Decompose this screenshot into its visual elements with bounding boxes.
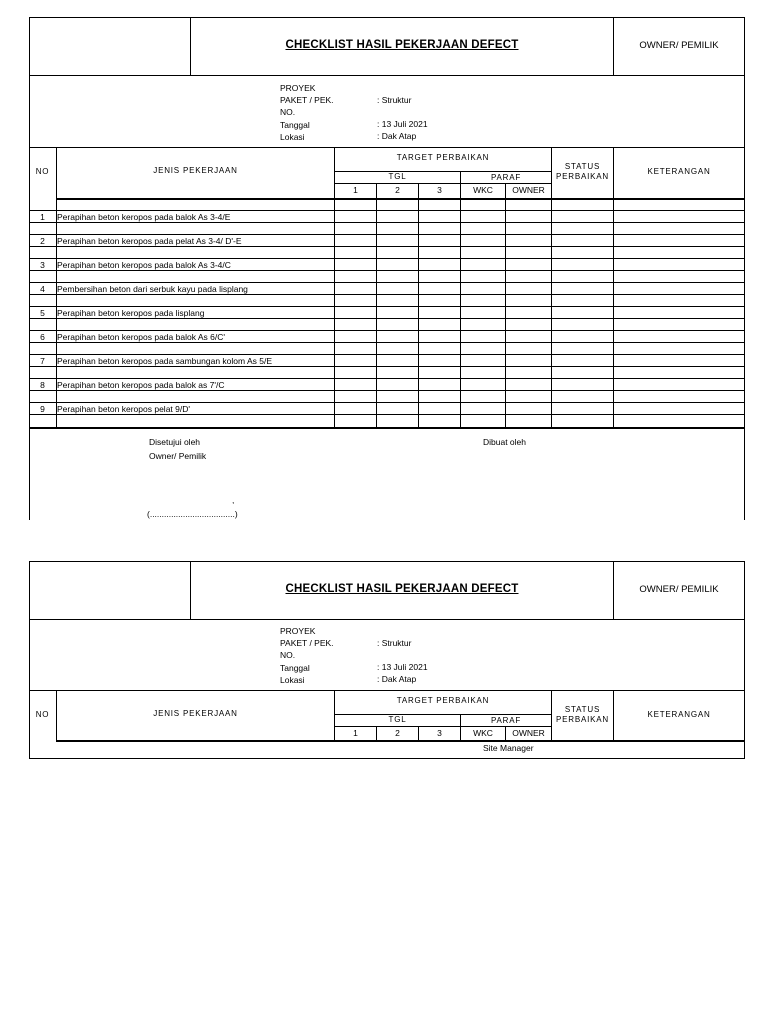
row-9-no: 9 xyxy=(40,404,45,414)
info-paket-value: : Struktur xyxy=(377,638,412,648)
col-header-tgl: TGL xyxy=(388,172,407,181)
row-9-jenis: Perapihan beton keropos pelat 9/D' xyxy=(57,404,190,414)
row-5-no: 5 xyxy=(40,308,45,318)
row-7-jenis: Perapihan beton keropos pada sambungan kolom As 5/E xyxy=(57,356,273,366)
info-tanggal-label: Tanggal xyxy=(280,663,310,673)
row-6-jenis: Perapihan beton keropos pada balok As 6/C' xyxy=(57,332,225,342)
col-header-2: 2 xyxy=(395,728,400,738)
col-header-jenis: JENIS PEKERJAAN xyxy=(153,166,238,175)
footer-site-manager: Site Manager xyxy=(483,743,534,753)
info-paket-label: PAKET / PEK. xyxy=(280,638,334,648)
info-tanggal-value: : 13 Juli 2021 xyxy=(377,662,428,672)
col-header-target: TARGET PERBAIKAN xyxy=(396,153,490,162)
row-6-no: 6 xyxy=(40,332,45,342)
col-header-wkc: WKC xyxy=(473,185,493,195)
col-header-status-1: STATUS xyxy=(564,162,601,171)
col-header-owner: OWNER xyxy=(512,728,545,738)
col-header-3: 3 xyxy=(437,185,442,195)
row-1-jenis: Perapihan beton keropos pada balok As 3-4/E xyxy=(57,212,231,222)
signature-line: (....................................) xyxy=(147,509,238,519)
info-tanggal-value: : 13 Juli 2021 xyxy=(377,119,428,129)
col-header-3: 3 xyxy=(437,728,442,738)
row-1-no: 1 xyxy=(40,212,45,222)
approved-by-label: Disetujui oleh xyxy=(149,437,201,447)
made-by-label: Dibuat oleh xyxy=(483,437,527,447)
info-proyek: PROYEK xyxy=(280,626,316,636)
row-8-no: 8 xyxy=(40,380,45,390)
row-4-jenis: Pembersihan beton dari serbuk kayu pada lisplang xyxy=(57,284,248,294)
row-2-jenis: Perapihan beton keropos pada pelat As 3-4/ D'-E xyxy=(57,236,242,246)
info-paket-value: : Struktur xyxy=(377,95,412,105)
owner-box-label: OWNER/ PEMILIK xyxy=(639,584,719,595)
col-header-wkc: WKC xyxy=(473,728,493,738)
checklist-sheet-1 xyxy=(29,17,745,520)
approved-by-role: Owner/ Pemilik xyxy=(149,451,207,461)
sheet-title: CHECKLIST HASIL PEKERJAAN DEFECT xyxy=(285,583,519,595)
col-header-status-2: PERBAIKAN xyxy=(556,715,609,724)
row-7-no: 7 xyxy=(40,356,45,366)
info-no-label: NO. xyxy=(280,107,296,117)
col-header-tgl: TGL xyxy=(388,715,407,724)
info-proyek: PROYEK xyxy=(280,83,316,93)
info-tanggal-label: Tanggal xyxy=(280,120,310,130)
col-header-keterangan: KETERANGAN xyxy=(647,710,711,719)
info-lokasi-value: : Dak Atap xyxy=(377,674,417,684)
row-4-no: 4 xyxy=(40,284,45,294)
col-header-no: NO xyxy=(35,710,50,719)
col-header-paraf: PARAF xyxy=(490,716,522,725)
col-header-target: TARGET PERBAIKAN xyxy=(396,696,490,705)
col-header-1: 1 xyxy=(353,185,358,195)
checklist-sheet-2 xyxy=(29,561,745,759)
col-header-owner: OWNER xyxy=(512,185,545,195)
sheet-title: CHECKLIST HASIL PEKERJAAN DEFECT xyxy=(285,39,519,51)
info-lokasi-label: Lokasi xyxy=(280,675,305,685)
row-3-jenis: Perapihan beton keropos pada balok As 3-4/C xyxy=(57,260,231,270)
info-lokasi-value: : Dak Atap xyxy=(377,131,417,141)
col-header-status-1: STATUS xyxy=(564,705,601,714)
owner-box-label: OWNER/ PEMILIK xyxy=(639,40,719,51)
info-paket-label: PAKET / PEK. xyxy=(280,95,334,105)
col-header-2: 2 xyxy=(395,185,400,195)
col-header-paraf: PARAF xyxy=(490,173,522,182)
signature-comma: , xyxy=(232,495,235,505)
col-header-keterangan: KETERANGAN xyxy=(647,167,711,176)
col-header-no: NO xyxy=(35,167,50,176)
row-3-no: 3 xyxy=(40,260,45,270)
row-8-jenis: Perapihan beton keropos pada balok as 7'/C xyxy=(57,380,225,390)
info-no-label: NO. xyxy=(280,650,296,660)
row-2-no: 2 xyxy=(40,236,45,246)
col-header-1: 1 xyxy=(353,728,358,738)
col-header-jenis: JENIS PEKERJAAN xyxy=(153,709,238,718)
row-5-jenis: Perapihan beton keropos pada lisplang xyxy=(57,308,205,318)
col-header-status-2: PERBAIKAN xyxy=(556,172,609,181)
info-lokasi-label: Lokasi xyxy=(280,132,305,142)
